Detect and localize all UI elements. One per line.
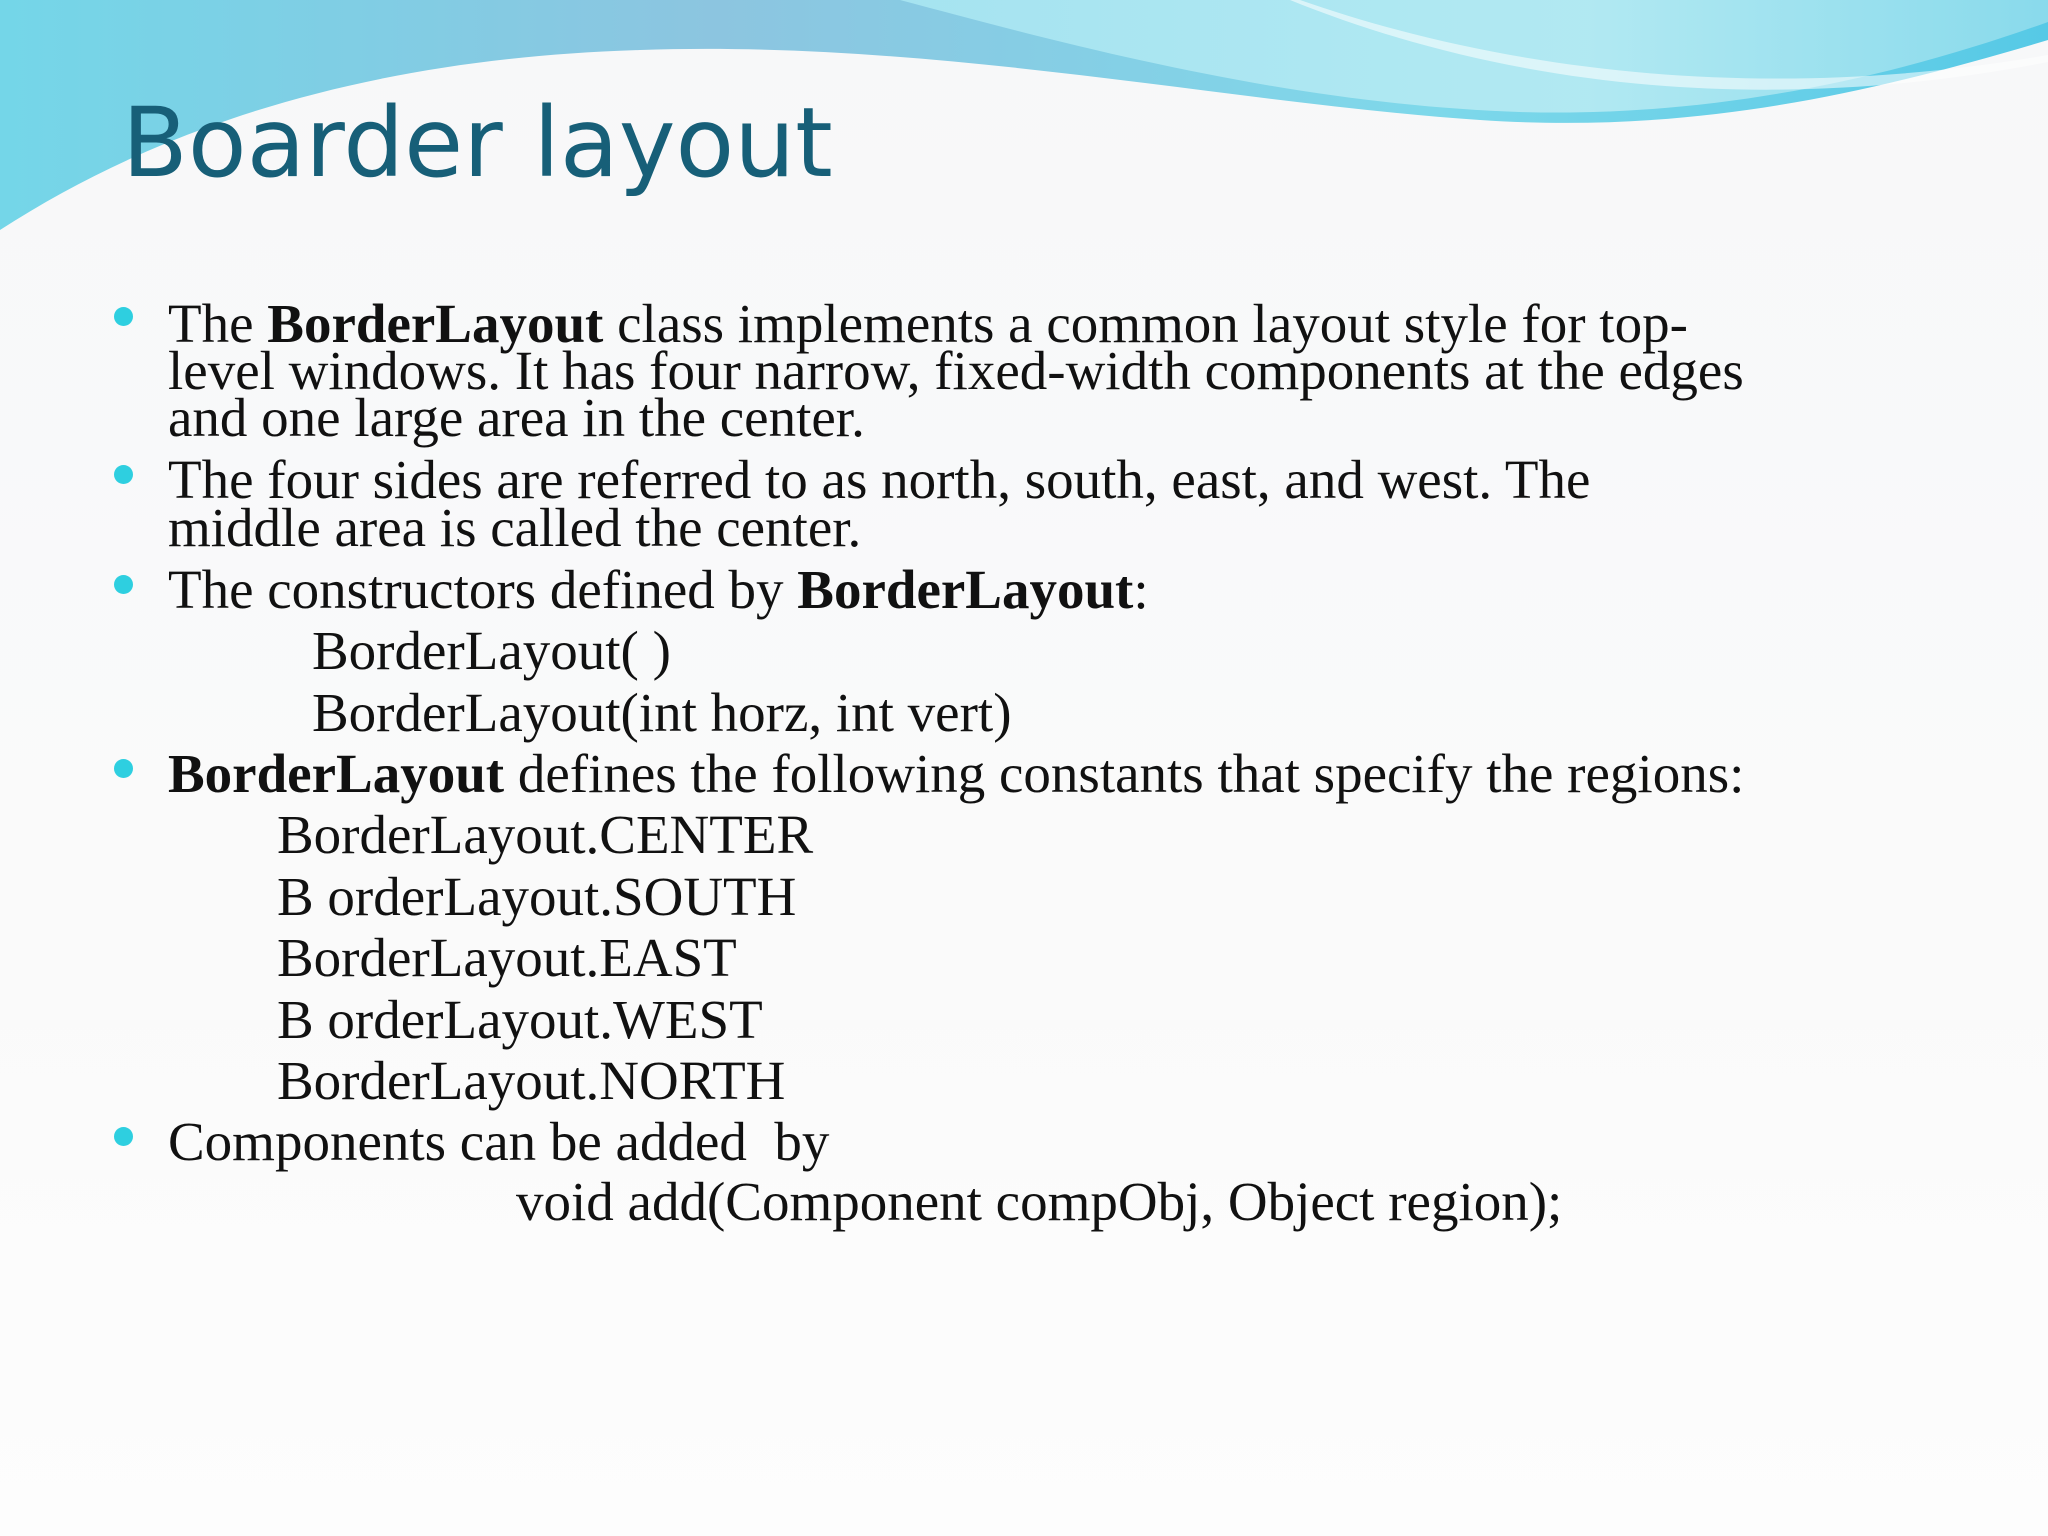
text-run: The four sides are referred to as north, south, east, and west. The (168, 449, 1591, 510)
text-run: class implements a common layout style for top- (603, 293, 1688, 354)
text-run: BorderLayout(int horz, int vert) (312, 682, 1012, 743)
bullet-1-line-3 (168, 387, 865, 448)
bullet-marker (114, 465, 133, 484)
text-run: The (168, 293, 268, 354)
method-code-line (516, 1171, 1563, 1232)
bullet-2-line-2 (168, 497, 862, 558)
text-run: BorderLayout.CENTER (277, 804, 814, 865)
text-run: Components can be added by (168, 1111, 830, 1172)
bullet-marker (114, 307, 133, 326)
bullet-marker (114, 1127, 133, 1146)
bullet-5-line-1 (168, 1111, 830, 1172)
constructor-code-line (312, 620, 671, 681)
text-run: level windows. It has four narrow, fixed-width components at the edges (168, 340, 1744, 401)
bold-term: BorderLayout (267, 293, 604, 354)
text-run: B orderLayout.WEST (277, 989, 763, 1050)
bullet-marker (114, 759, 133, 778)
constant-code-line (277, 1050, 786, 1111)
bold-term: BorderLayout (797, 559, 1134, 620)
text-run: The constructors defined by (168, 559, 798, 620)
text-run: BorderLayout.EAST (277, 927, 737, 988)
text-run: B orderLayout.SOUTH (277, 866, 797, 927)
bullet-marker (114, 575, 133, 594)
text-run: and one large area in the center. (168, 387, 865, 448)
constructor-code-line (312, 682, 1012, 743)
bullet-4-line-1 (168, 743, 1745, 804)
text-run: void add(Component compObj, Object region); (516, 1171, 1563, 1232)
constant-code-line (277, 927, 737, 988)
constant-code-line (277, 804, 814, 865)
slide-title: Boarder layout (122, 87, 833, 199)
constant-code-line (277, 989, 763, 1050)
text-run: middle area is called the center. (168, 497, 862, 558)
text-run: defines the following constants that specify the regions: (504, 743, 1745, 804)
text-run: : (1133, 559, 1149, 620)
constant-code-line (277, 866, 797, 927)
bullet-3-line-1 (168, 559, 1149, 620)
bold-term: BorderLayout (168, 743, 505, 804)
text-run: BorderLayout( ) (312, 620, 671, 681)
text-run: BorderLayout.NORTH (277, 1050, 786, 1111)
